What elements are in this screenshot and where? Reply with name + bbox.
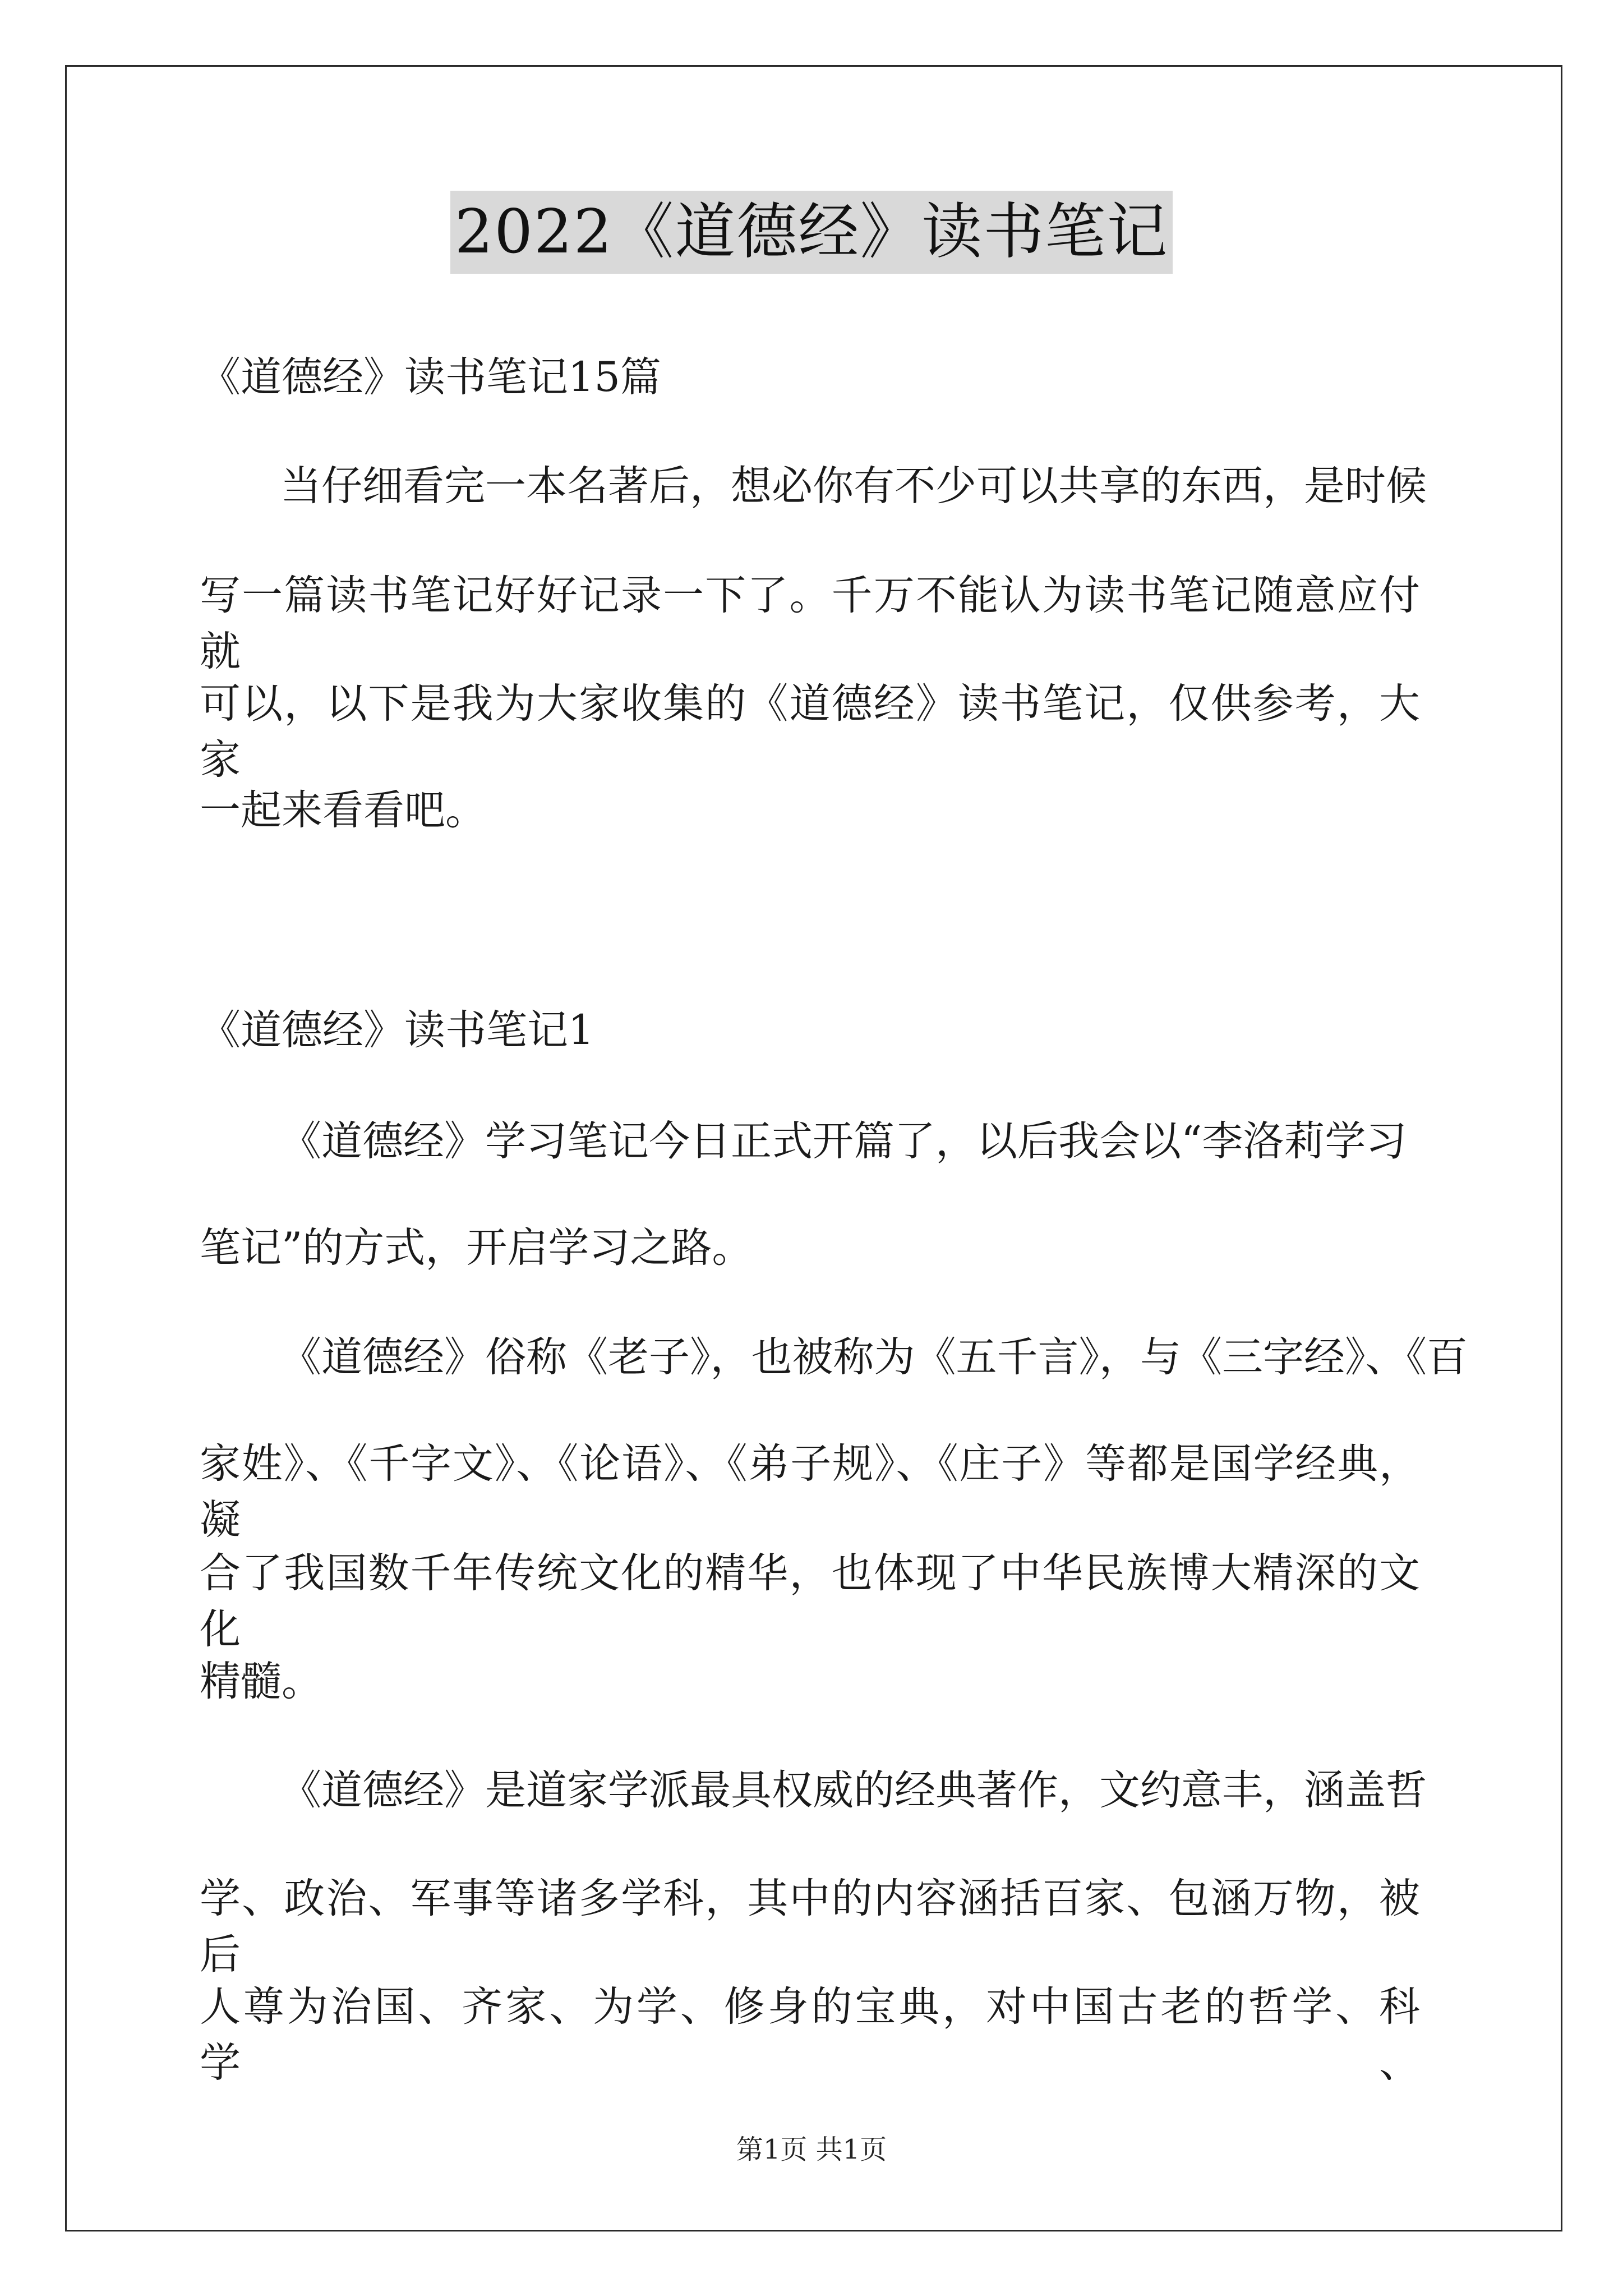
paragraph-line: 人尊为治国、齐家、为学、修身的宝典，对中国古老的哲学、科学、 [200, 1983, 1420, 2087]
paragraph-line: 可以，以下是我为大家收集的《道德经》读书笔记，仅供参考，大家 [200, 680, 1420, 784]
page-footer: 第1页 共1页 [736, 2134, 887, 2165]
title-block [0, 191, 1623, 274]
paragraph-line: 写一篇读书笔记好好记录一下了。千万不能认为读书笔记随意应付就 [200, 572, 1420, 675]
section-heading: 《道德经》读书笔记1 [200, 1006, 594, 1054]
paragraph-line: 家姓》、《千字文》、《论语》、《弟子规》、《庄子》等都是国学经典，凝 [200, 1440, 1420, 1544]
subtitle-line: 《道德经》读书笔记15篇 [200, 353, 661, 401]
paragraph-line: 《道德经》学习笔记今日正式开篇了，以后我会以“李洛莉学习 [280, 1117, 1407, 1165]
paragraph-line: 合了我国数千年传统文化的精华，也体现了中华民族博大精深的文化 [200, 1549, 1420, 1653]
paragraph-line: 《道德经》俗称《老子》，也被称为《五千言》，与《三字经》、《百 [280, 1333, 1468, 1381]
paragraph-line: 一起来看看吧。 [200, 786, 486, 834]
paragraph-line: 笔记”的方式，开启学习之路。 [200, 1224, 753, 1272]
paragraph-line: 当仔细看完一本名著后，想必你有不少可以共享的东西，是时候 [280, 462, 1427, 510]
paragraph-line: 学、政治、军事等诸多学科，其中的内容涵括百家、包涵万物，被后 [200, 1875, 1420, 1978]
paragraph-line: 精髓。 [200, 1658, 322, 1705]
paragraph-line: 《道德经》是道家学派最具权威的经典著作，文约意丰，涵盖哲 [280, 1766, 1427, 1814]
page-title: 2022《道德经》读书笔记 [450, 191, 1173, 274]
